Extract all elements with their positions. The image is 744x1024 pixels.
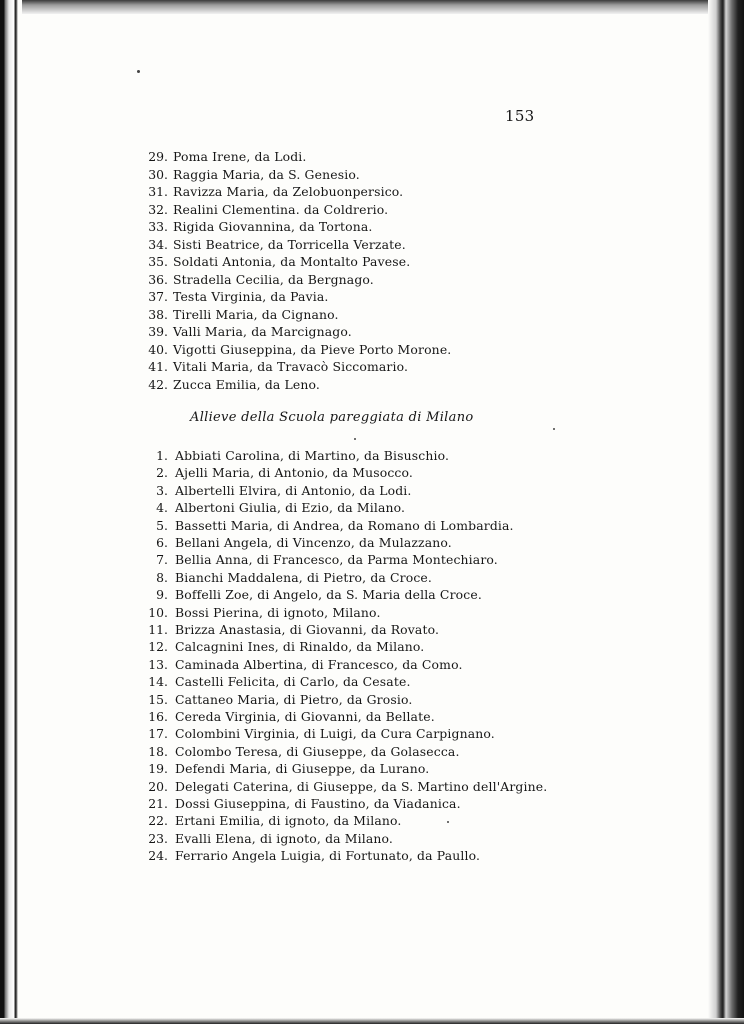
entry-text: Boffelli Zoe, di Angelo, da S. Maria della Croce. [175,587,482,603]
entry-number: 24. [148,848,168,864]
entry-number: 39. [148,324,168,339]
list-entry [0,691,744,709]
entry-number: 10. [148,604,168,620]
entry-text: Ertani Emilia, di ignoto, da Milano. [175,813,402,829]
entry-text: Realini Clementina. da Coldrerio. [173,201,389,217]
entry-number: 2. [156,465,168,481]
entry-number: 5. [156,517,168,533]
entry-text: Albertoni Giulia, di Ezio, da Milano. [175,500,406,516]
entry-text: Tirelli Maria, da Cignano. [173,306,339,322]
entry-text: Stradella Cecilia, da Bergnago. [173,271,374,287]
entry-text: Colombo Teresa, di Giuseppe, da Golasecca. [175,743,460,759]
entry-text: Dossi Giuseppina, di Faustino, da Viadanica. [175,796,461,811]
entry-number: 6. [156,535,168,550]
entry-text: Cattaneo Maria, di Pietro, da Grosio. [175,691,413,707]
section-heading: Allieve della Scuola pareggiata di Milano [190,410,474,425]
entry-text: Castelli Felicita, di Carlo, da Cesate. [175,674,411,690]
entry-number: 32. [148,201,168,217]
entry-number: 29. [148,149,168,164]
entry-text: Bossi Pierina, di ignoto, Milano. [175,604,381,620]
list-entry [0,534,744,552]
entry-text: Vigotti Giuseppina, da Pieve Porto Morone. [173,341,452,357]
entry-text: Vitali Maria, da Travacò Siccomario. [173,359,409,374]
entry-number: 23. [148,830,168,846]
list-entry [0,638,744,656]
list-entry [0,743,744,761]
list-entry [0,725,744,743]
list-entry [0,447,744,465]
entry-text: Rigida Giovannina, da Tortona. [173,219,373,234]
entry-number: 13. [148,656,168,672]
entry-text: Caminada Albertina, di Francesco, da Como. [175,656,463,672]
entry-text: Bianchi Maddalena, di Pietro, da Croce. [175,569,433,585]
entry-number: 30. [148,166,168,182]
entry-text: Delegati Caterina, di Giuseppe, da S. Martino dell'Argine. [175,778,548,794]
bottom-page-edge [0,1018,744,1024]
entry-text: Cereda Virginia, di Giovanni, da Bellate. [175,709,435,724]
entry-number: 36. [148,271,168,287]
entry-number: 20. [148,778,168,794]
entry-number: 35. [148,254,168,269]
entry-text: Albertelli Elvira, di Antonio, da Lodi. [175,482,412,498]
entry-text: Defendi Maria, di Giuseppe, da Lurano. [175,761,430,777]
top-page-edge [0,0,744,14]
list-entry [0,830,744,848]
list-entry [0,604,744,622]
entry-number: 9. [156,587,168,603]
scan-speck [137,70,140,73]
entry-number: 15. [148,691,168,707]
list-entry [0,218,744,236]
entry-text: Bassetti Maria, di Andrea, da Romano di Lombardia. [175,517,514,533]
entry-number: 17. [148,726,168,742]
entry-text: Sisti Beatrice, da Torricella Verzate. [173,236,406,252]
entry-number: 8. [156,569,168,585]
entry-text: Valli Maria, da Marcignago. [173,324,352,339]
list-entry [0,551,744,569]
entry-text: Soldati Antonia, da Montalto Pavese. [173,254,411,269]
list-entry [0,482,744,500]
entry-number: 16. [148,709,168,724]
scan-speck [354,438,356,440]
list-entry [0,464,744,482]
list-entry [0,778,744,796]
entry-text: Ajelli Maria, di Antonio, da Musocco. [175,465,414,481]
list-entry [0,847,744,865]
page-number: 153 [505,107,535,125]
entry-text: Brizza Anastasia, di Giovanni, da Rovato. [175,622,440,637]
list-entry [0,708,744,726]
list-entry [0,812,744,830]
entry-number: 31. [148,184,168,199]
entry-text: Calcagnini Ines, di Rinaldo, da Milano. [175,639,425,655]
entry-text: Raggia Maria, da S. Genesio. [173,166,360,182]
entry-number: 22. [148,813,168,829]
entry-text: Testa Virginia, da Pavia. [173,289,329,304]
entry-number: 14. [148,674,168,690]
list-entry [0,358,744,376]
entry-text: Bellia Anna, di Francesco, da Parma Montechiaro. [175,552,498,568]
list-entry [0,183,744,201]
list-entry [0,376,744,394]
entry-number: 12. [148,639,168,655]
entry-text: Abbiati Carolina, di Martino, da Bisuschio. [175,448,450,463]
list-entry [0,341,744,359]
entry-text: Bellani Angela, di Vincenzo, da Mulazzano. [175,535,452,550]
list-entry [0,201,744,219]
entry-number: 3. [156,482,168,498]
entry-number: 42. [148,376,168,392]
list-entry [0,517,744,535]
list-entry [0,795,744,813]
list-entry [0,253,744,271]
scan-speck [553,428,555,430]
entry-number: 11. [148,622,168,637]
entry-number: 34. [148,236,168,252]
list-entry [0,586,744,604]
entry-number: 37. [148,289,168,304]
list-entry [0,271,744,289]
entry-number: 40. [148,341,168,357]
list-entry [0,288,744,306]
entry-text: Colombini Virginia, di Luigi, da Cura Carpignano. [175,726,495,742]
list-entry [0,499,744,517]
list-entry [0,148,744,166]
entry-text: Poma Irene, da Lodi. [173,149,307,164]
list-entry [0,236,744,254]
entry-number: 7. [156,552,168,568]
entry-text: Ferrario Angela Luigia, di Fortunato, da Paullo. [175,848,481,864]
entry-text: Ravizza Maria, da Zelobuonpersico. [173,184,404,199]
entry-number: 33. [148,219,168,234]
entry-text: Evalli Elena, di ignoto, da Milano. [175,830,393,846]
entry-text: Zucca Emilia, da Leno. [173,376,321,392]
list-entry [0,569,744,587]
entry-number: 4. [156,500,168,516]
list-entry [0,656,744,674]
entry-number: 21. [148,796,168,811]
entry-number: 1. [156,448,168,463]
list-entry [0,760,744,778]
entry-number: 18. [148,743,168,759]
list-entry [0,306,744,324]
list-entry [0,166,744,184]
entry-number: 38. [148,306,168,322]
entry-number: 19. [148,761,168,777]
list-entry [0,621,744,639]
entry-number: 41. [148,359,168,374]
list-entry [0,323,744,341]
list-entry [0,673,744,691]
